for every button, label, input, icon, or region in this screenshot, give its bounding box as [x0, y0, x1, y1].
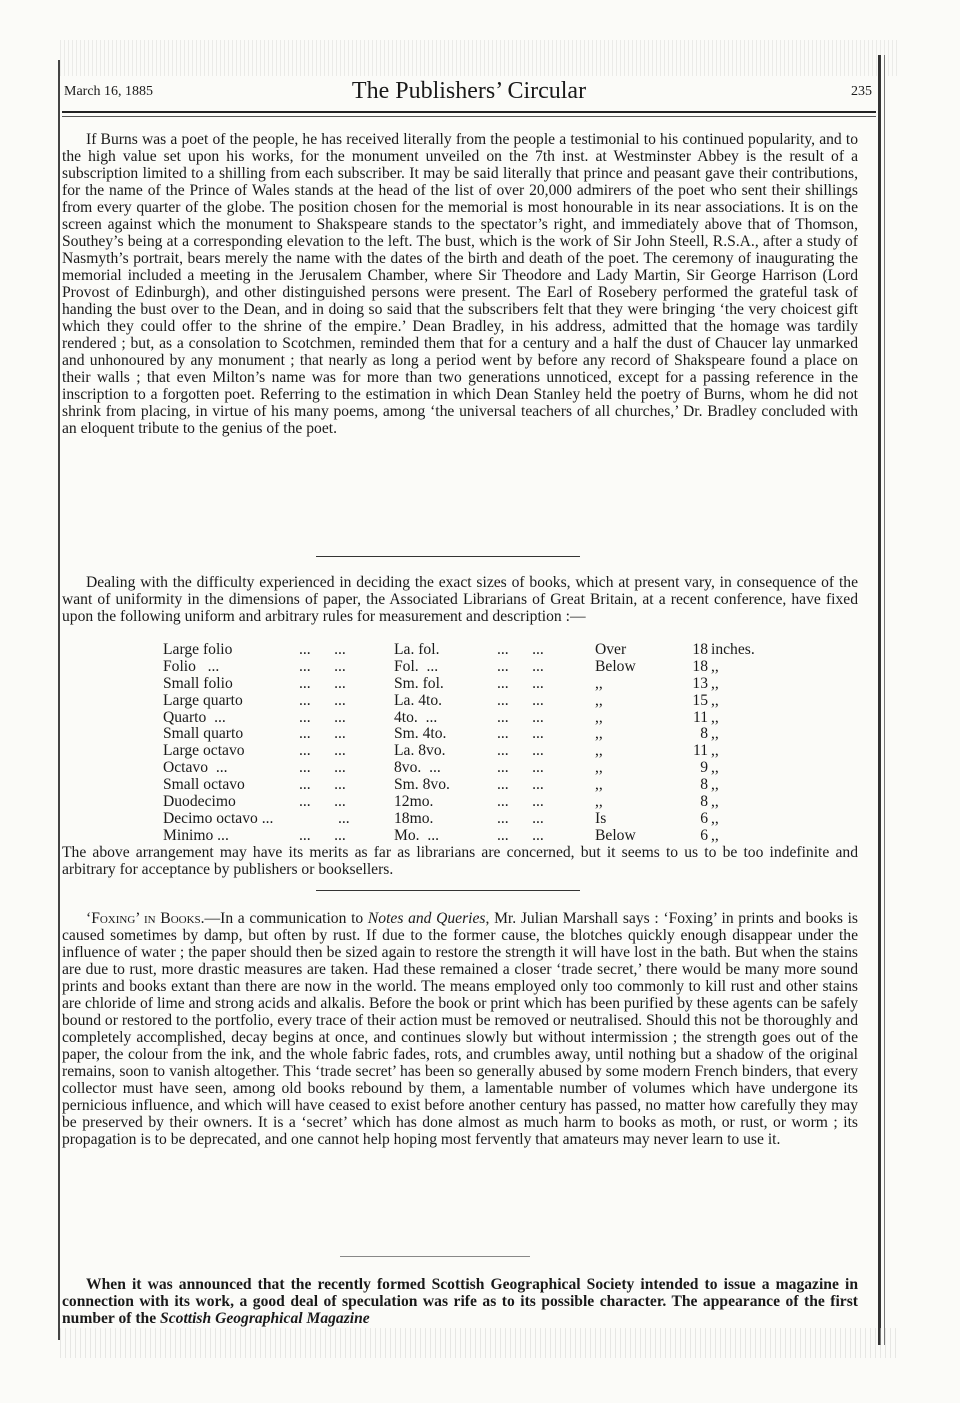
size-name: Folio ...: [163, 657, 220, 675]
size-qualifier: Over: [595, 641, 627, 658]
size-unit: ,,: [711, 759, 719, 777]
leader-dots: ... ...: [497, 742, 544, 760]
size-unit: ,,: [711, 657, 719, 675]
size-unit: ,,: [711, 793, 719, 811]
size-unit: ,,: [711, 691, 719, 709]
leader-dots: ... ...: [299, 657, 346, 675]
leader-dots: ... ...: [497, 708, 544, 726]
geographical-magazine-title: Scottish Geographical Magazine: [160, 1310, 370, 1327]
size-qualifier: Is: [595, 809, 607, 827]
size-name: Quarto ...: [163, 708, 226, 726]
book-size-row: [163, 794, 803, 811]
leader-dots: ... ...: [497, 809, 544, 827]
left-margin-rule: [58, 60, 60, 1340]
size-qualifier: ,,: [595, 691, 603, 709]
size-name: Decimo octavo ...: [163, 809, 274, 827]
size-value: 15: [692, 691, 708, 709]
size-abbreviation: Sm. 4to.: [394, 725, 447, 743]
size-abbreviation: Mo. ...: [394, 826, 440, 844]
page-header: [62, 78, 876, 108]
size-qualifier: ,,: [595, 793, 603, 811]
size-abbreviation: La. 4to.: [394, 691, 443, 709]
size-name: Small folio: [163, 674, 233, 692]
foxing-source: Notes and Queries: [367, 910, 486, 927]
foxing-body: , Mr. Julian Marshall says : ‘Foxing’ in prints and books is caused sometimes by damp, but often by rust. If due to the former cause, the blotches quickly enough disappear under the influence of water ; the paper should then be sized again to restore the strength it will have lost in the bath. But when the stains are due to rust, more drastic measures are taken. Had these remained a closer ‘trade secret,’ there would be many more sound prints and books extant than there are now in the world. The means employed only too commonly to kill rust and other stains are chloride of lime and strong acids and alkalis. Before the book or print which has been purified by these agents can be safely bound or restored to the portfolio, every trace of their action must be removed or neutralised. Should this not be thoroughly and completely accomplished, decay begins at once, and continues slowly but without intermission ; the strength goes out of the paper, the colour from the ink, and the whole fabric fades, rots, and crumbles away, until nothing but a shadow of the original remains, soon to vanish altogether. This ‘trade secret’ has been so generally abused by some modern French binders, that every collector must have seen, among old books rebound by them, a lamentable number of volumes which have undergone its pernicious influence, and which will have ceased to exist before another century has passed, no matter how carefully they may be preserved by their owners. It is a ‘secret’ which has done almost as much harm to books as moth, or rust, or worm ; its propagation is to be deprecated, and one cannot help hoping most fervently that amateurs may never learn to use it.: [62, 910, 858, 1148]
book-size-row: [163, 828, 803, 845]
right-margin-rule: [878, 55, 881, 1345]
size-qualifier: Below: [595, 657, 636, 675]
book-size-row: [163, 642, 803, 659]
leader-dots: ... ...: [497, 725, 544, 743]
size-unit: ,,: [711, 708, 719, 726]
size-unit: inches.: [711, 641, 755, 658]
scan-noise-top: [60, 40, 900, 76]
size-qualifier: Below: [595, 826, 636, 844]
size-value: 13: [692, 674, 708, 692]
size-unit: ,,: [711, 809, 719, 827]
header-rule: [62, 111, 876, 113]
size-abbreviation: Sm. fol.: [394, 674, 444, 692]
geographical-society-article: [62, 1276, 858, 1327]
size-qualifier: ,,: [595, 759, 603, 777]
size-abbreviation: La. fol.: [394, 641, 440, 658]
leader-dots: ... ...: [497, 826, 544, 844]
foxing-heading: ‘Foxing’ in Books.: [86, 910, 205, 927]
leader-dots: ... ...: [497, 776, 544, 794]
foxing-lead: —In a communication to: [204, 910, 368, 927]
leader-dots: ... ...: [497, 657, 544, 675]
size-value: 9: [700, 759, 708, 777]
book-sizes-intro: Dealing with the difficulty experienced in deciding the exact sizes of books, which at present vary, in consequence of the want of uniformity in the dimensions of paper, the Associated Librarians of Great Britain, at a recent conference, have fixed upon the following uniform and arbitrary rules for measurement and description :—: [62, 574, 858, 625]
size-abbreviation: 18mo.: [394, 809, 434, 827]
size-value: 11: [692, 708, 708, 726]
size-abbreviation: 8vo. ...: [394, 759, 441, 777]
size-unit: ,,: [711, 742, 719, 760]
size-name: Large octavo: [163, 742, 245, 760]
book-size-row: [163, 676, 803, 693]
size-value: 8: [700, 776, 708, 794]
section-divider-faint: [340, 1256, 530, 1257]
size-abbreviation: 4to. ...: [394, 708, 438, 726]
size-qualifier: ,,: [595, 708, 603, 726]
header-rule-thin: [62, 116, 876, 117]
book-size-row: [163, 777, 803, 794]
size-value: 8: [700, 725, 708, 743]
size-abbreviation: La. 8vo.: [394, 742, 446, 760]
leader-dots: ... ...: [299, 674, 346, 692]
size-value: 6: [700, 826, 708, 844]
geographical-text: When it was announced that the recently formed Scottish Geographical Society intended to issue a magazine in connection with its work, a good deal of speculation was rife as to its possible character. The appearance of the first number of the: [62, 1276, 858, 1327]
book-size-row: [163, 811, 803, 828]
size-name: Duodecimo: [163, 793, 236, 811]
leader-dots: ... ...: [299, 742, 346, 760]
publication-title: The Publishers’ Circular: [351, 78, 587, 104]
size-qualifier: ,,: [595, 776, 603, 794]
leader-dots: ... ...: [299, 776, 346, 794]
leader-dots: ... ...: [497, 691, 544, 709]
page-number: 235: [851, 84, 872, 99]
size-qualifier: ,,: [595, 674, 603, 692]
leader-dots: ... ...: [497, 674, 544, 692]
size-name: Small quarto: [163, 725, 244, 743]
leader-dots: ... ...: [299, 759, 346, 777]
book-sizes-conclusion: The above arrangement may have its merits as far as librarians are concerned, but it seems to us to be too indefinite and arbitrary for acceptance by publishers or booksellers.: [62, 844, 858, 878]
size-name: Octavo ...: [163, 759, 228, 777]
leader-dots: ... ...: [299, 641, 346, 658]
right-margin-rule-inner: [884, 55, 885, 1345]
size-unit: ,,: [711, 674, 719, 692]
foxing-article: [62, 910, 858, 1148]
burns-monument-article: If Burns was a poet of the people, he has received literally from the people a testimonial to his continued popularity, and to the high value set upon his works, for the monument unveiled on the 7th inst. at Westminster Abbey is the result of a subscription limited to a shilling from each subscriber. It may be said literally that prince and peasant gave their contributions, for the name of the Prince of Wales stands at the head of the list of over 20,000 admirers of the poet who sent their shillings from every quarter of the globe. The position chosen for the memorial is most honourable in its near associations. It is on the screen against which the monument to Shakspeare stands to the spectator’s right, and immediately above that of Thomson, Southey’s being at a corresponding elevation to the left. The bust, which is the work of Sir John Steell, R.S.A., after a study of Nasmyth’s portrait, bears merely the name with the dates of the birth and death of the poet. The ceremony of inaugurating the memorial included a meeting in the Jerusalem Chamber, where Sir Theodore and Lady Martin, Sir George Harrison (Lord Provost of Edinburgh), and other distinguished persons were present. The Earl of Rosebery performed the grateful task of handing the bust over to the Dean, and in doing so said that the subscribers felt that they were bringing ‘the very choicest gift which they could offer to the shrine of the empire.’ Dean Bradley, in his address, admitted that the homage was tardily rendered ; but, as a consolation to Scotchmen, reminded them that for a century and a half the dust of Chaucer lay unmarked and unhonoured by any monument ; that nearly as long a period went by before any record of Shakspeare found a place on their walls ; that even Milton’s name was for more than two generations unnoticed, except for a passing reference in the inscription to a forgotten poet. Referring to the estimation in which Dean Stanley held the poetry of Burns, whom he did not shrink from placing, in virtue of his many poems, among ‘the universal teachers of all churches,’ Dr. Bradley concluded with an eloquent tribute to the genius of the poet.: [62, 131, 858, 437]
size-name: Large quarto: [163, 691, 243, 709]
size-abbreviation: 12mo.: [394, 793, 434, 811]
leader-dots: ... ...: [299, 691, 346, 709]
scan-noise-bottom: [60, 1328, 900, 1358]
book-size-row: [163, 693, 803, 710]
size-value: 6: [700, 809, 708, 827]
book-sizes-table: [163, 642, 803, 845]
leader-dots: ... ...: [299, 826, 346, 844]
leader-dots: ... ...: [497, 793, 544, 811]
book-size-row: [163, 760, 803, 777]
size-value: 18: [692, 657, 708, 675]
size-value: 11: [692, 742, 708, 760]
size-unit: ,,: [711, 725, 719, 743]
leader-dots: ... ...: [299, 708, 346, 726]
book-size-row: [163, 659, 803, 676]
book-size-row: [163, 743, 803, 760]
leader-dots: ... ...: [497, 641, 544, 658]
book-size-row: [163, 726, 803, 743]
leader-dots: ... ...: [299, 793, 346, 811]
leader-dots: ... ...: [497, 759, 544, 777]
size-value: 8: [700, 793, 708, 811]
issue-date: March 16, 1885: [64, 84, 154, 99]
size-unit: ,,: [711, 776, 719, 794]
leader-dots: ... ...: [299, 725, 346, 743]
size-abbreviation: Sm. 8vo.: [394, 776, 450, 794]
size-name: Minimo ...: [163, 826, 229, 844]
section-divider: [316, 556, 580, 557]
section-divider: [316, 890, 580, 891]
size-qualifier: ,,: [595, 725, 603, 743]
size-abbreviation: Fol. ...: [394, 657, 439, 675]
size-value: 18: [692, 641, 708, 658]
size-unit: ,,: [711, 826, 719, 844]
size-name: Small octavo: [163, 776, 245, 794]
size-qualifier: ,,: [595, 742, 603, 760]
book-size-row: [163, 710, 803, 727]
leader-dots: ...: [299, 809, 350, 827]
size-name: Large folio: [163, 641, 233, 658]
